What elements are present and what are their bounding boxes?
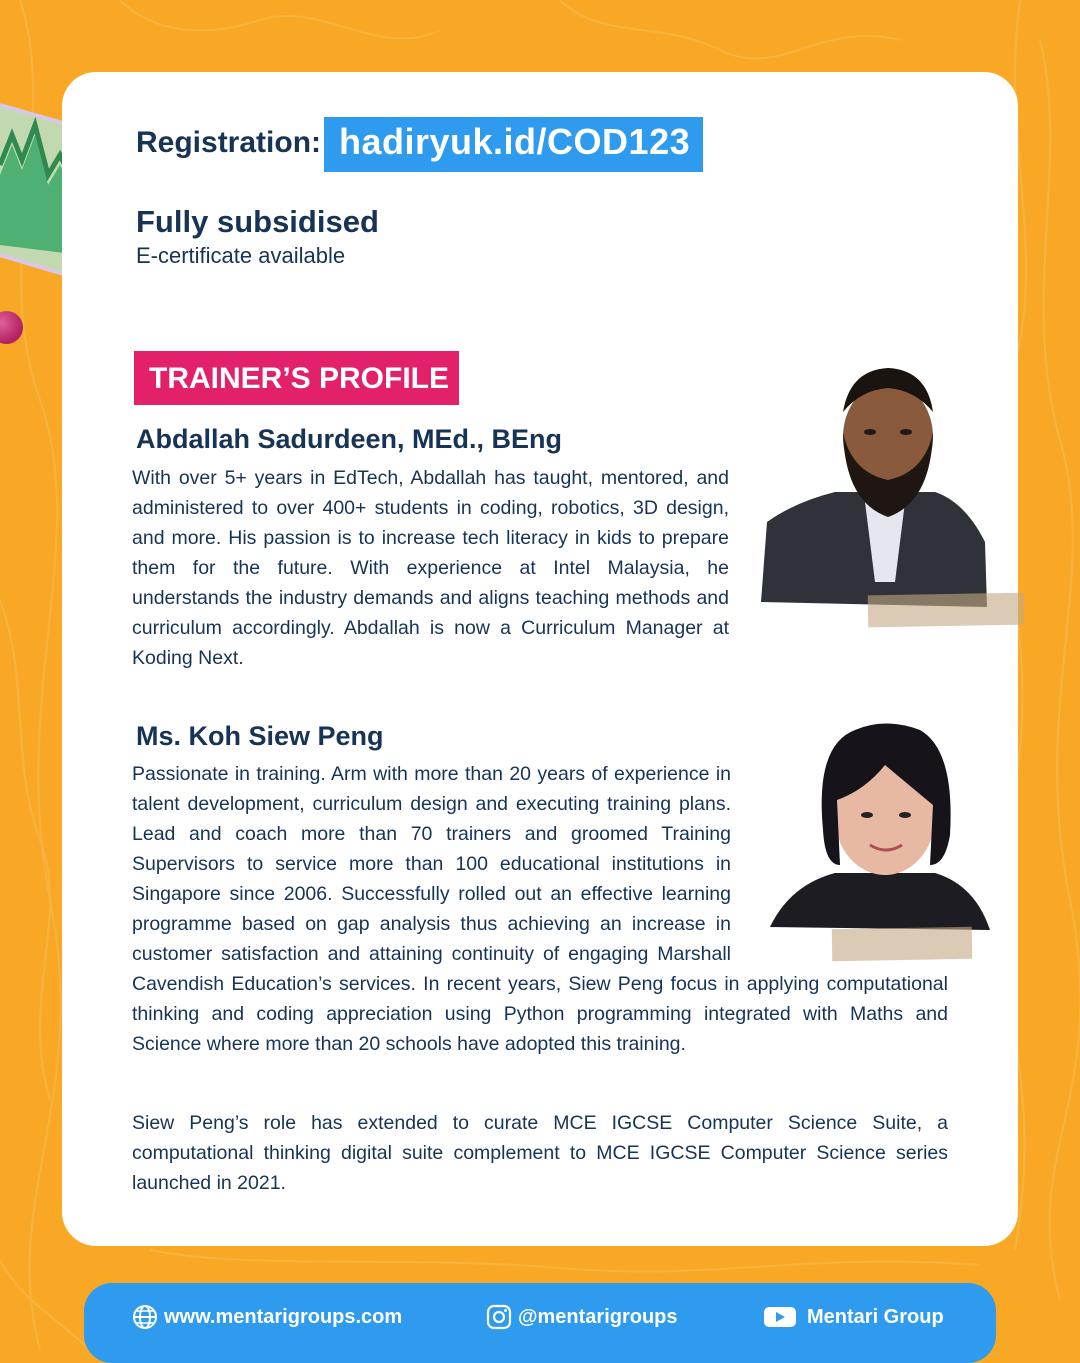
trainer-1-name: Abdallah Sadurdeen, MEd., BEng xyxy=(136,424,563,454)
registration-link[interactable]: hadiryuk.id/COD123 xyxy=(324,117,703,172)
footer-website[interactable] xyxy=(132,1304,402,1330)
trainer-2-name: Ms. Koh Siew Peng xyxy=(136,721,384,751)
certificate-note: E-certificate available xyxy=(136,243,346,268)
globe-icon xyxy=(132,1304,158,1330)
tape-decoration xyxy=(868,593,1025,628)
trainer-1-bio: With over 5+ years in EdTech, Abdallah has taught, mentored, and administered to over 400+ students in coding, robotics, 3D design, and more. His passion is to increase tech literacy in kids to prepare them for the future. With experience at Intel Malaysia, he understands the industry demands and aligns teaching methods and curriculum accordingly. Abdallah is now a Curriculum Manager at Koding Next. xyxy=(132,467,729,669)
trainer-2-bio-extra: Siew Peng’s role has extended to curate MCE IGCSE Computer Science Suite, a computational thinking digital suite complement to MCE IGCSE Computer Science series launched in 2021. xyxy=(132,1112,948,1194)
trainer-2-bio: Passionate in training. Arm with more than 20 years of experience in talent development, curriculum design and executing training plans. Lead and coach more than 70 trainers and groomed Training Supervisors to service more than 100 educational institutions in Singapore since 2006. Successfully rolled out an effective learning programme based on gap analysis thus achieving an increase in customer satisfaction and attaining continuity of engaging Marshall Cavendish Education’s services. In recent years, Siew Peng focus in applying computational thinking and coding appreciation using Python programming integrated with Maths and Science where more than 20 schools have adopted this training. xyxy=(132,763,948,1055)
footer-instagram[interactable] xyxy=(486,1304,678,1330)
tape-decoration xyxy=(832,927,973,961)
trainer-1-photo xyxy=(755,352,995,614)
footer-youtube[interactable] xyxy=(763,1304,944,1330)
instagram-icon xyxy=(486,1304,512,1330)
instagram-handle: @mentarigroups xyxy=(518,1305,678,1328)
trainer-profile-heading: TRAINER’S PROFILE xyxy=(134,351,459,405)
youtube-channel: Mentari Group xyxy=(807,1305,944,1328)
trainer-2-photo xyxy=(755,705,1007,940)
website-text: www.mentarigroups.com xyxy=(164,1305,403,1328)
registration-label: Registration: xyxy=(136,126,322,159)
youtube-icon xyxy=(763,1305,797,1329)
subsidy-title: Fully subsidised xyxy=(136,204,379,239)
